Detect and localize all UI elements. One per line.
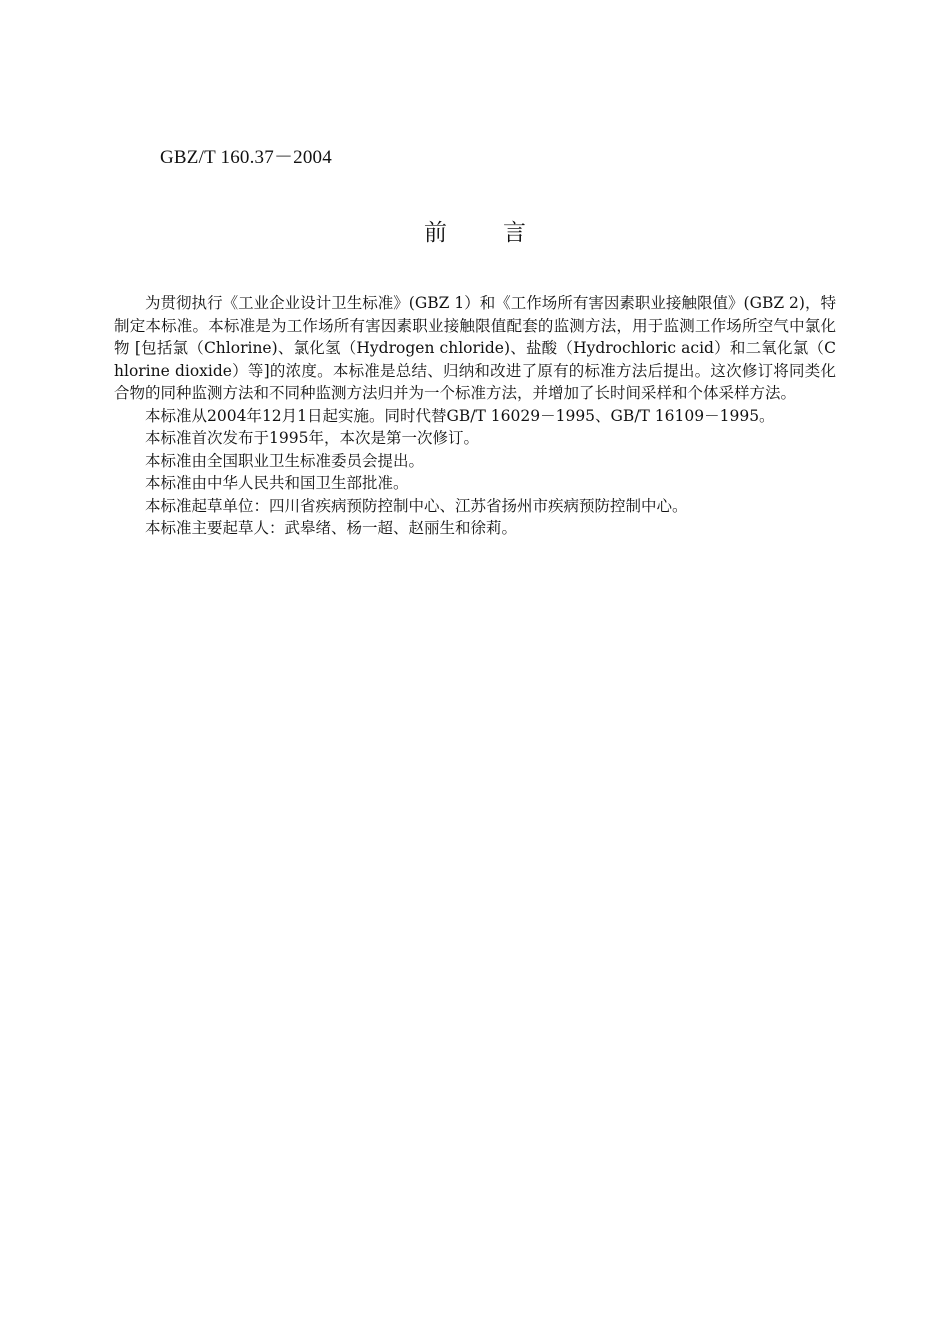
- paragraph-drafters: 本标准主要起草人：武皋绪、杨一超、赵丽生和徐莉。: [145, 519, 518, 537]
- paragraph-first-release: 本标准首次发布于1995年，本次是第一次修订。: [145, 429, 479, 447]
- page-title: 前言: [424, 220, 582, 246]
- paragraph-effective-date: 本标准从2004年12月1日起实施。同时代替GB/T 16029－1995、GB/T 16109－1995。: [145, 406, 775, 425]
- paragraph-drafting-units: 本标准起草单位：四川省疾病预防控制中心、江苏省扬州市疾病预防控制中心。: [145, 496, 688, 515]
- paragraph-purpose: 为贯彻执行《工业企业设计卫生标准》(GBZ 1）和《工作场所有害因素职业接触限值》(GBZ 2)，特制定本标准。本标准是为工作场所有害因素职业接触限值配套的监测方法，用于监测工作场所空气中氯化物 [包括氯（Chlorine)、氯化氢（Hydrogen chloride)、盐酸（Hydrochloric acid）和二氧化氯（Chlorine dioxide）等]的浓度。本标准是总结、归纳和改进了原有的标准方法后提出。这次修订将同类化合物的同种监测方法和不同种监测方法归并为一个标准方法，并增加了长时间采样和个体采样方法。: [114, 294, 836, 402]
- paragraph-proposed-by: 本标准由全国职业卫生标准委员会提出。: [145, 451, 425, 470]
- paragraph-approved-by: 本标准由中华人民共和国卫生部批准。: [145, 474, 409, 492]
- foreword-body: [114, 292, 836, 540]
- standard-code: GBZ/T 160.37－2004: [160, 147, 332, 168]
